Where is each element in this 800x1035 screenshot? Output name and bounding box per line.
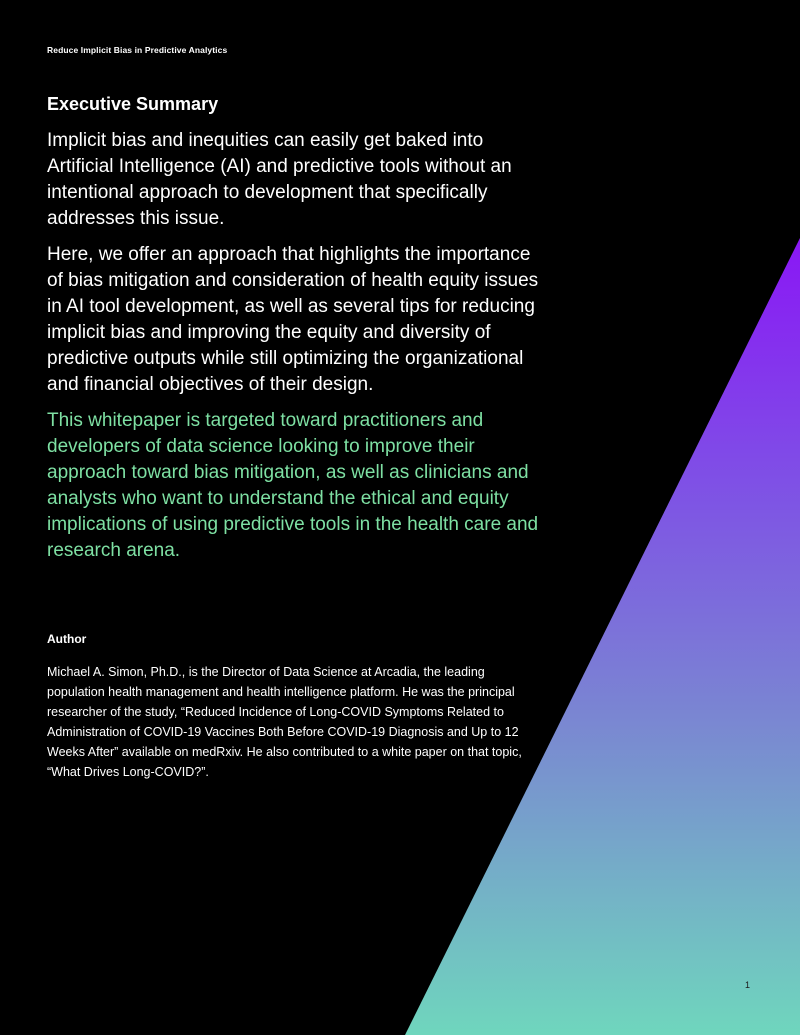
audience-highlight: This whitepaper is targeted toward practitioners and developers of data science looking to improve their approach toward bias mitigation, as well as clinicians and analysts who want to understand the ethical and equity implications of using predictive tools in the health care and research arena.	[47, 410, 539, 561]
summary-paragraph: Here, we offer an approach that highlights the importance of bias mitigation and consideration of health equity issues in AI tool development, as well as several tips for reducing implicit bias and improving the equity and diversity of predictive outputs while still optimizing the organizational and financial objectives of their design.	[47, 244, 539, 395]
executive-summary-section	[47, 92, 547, 574]
section-heading: Executive Summary	[47, 94, 219, 114]
author-bio: Michael A. Simon, Ph.D., is the Director of Data Science at Arcadia, the leading population health management and health intelligence platform. He was the principal researcher of the study, “Reduced Incidence of Long-COVID Symptoms Related to Administration of COVID-19 Vaccines Both Before COVID-19 Diagnosis and Up to 12 Weeks After” available on medRxiv. He also contributed to a white paper on that topic, “What Drives Long-COVID?”.	[47, 665, 522, 779]
author-heading: Author	[47, 632, 87, 646]
running-header: Reduce Implicit Bias in Predictive Analytics	[47, 45, 228, 55]
summary-paragraph: Implicit bias and inequities can easily get baked into Artificial Intelligence (AI) and predictive tools without an intentional approach to development that specifically addresses this issue.	[47, 130, 512, 229]
page-number: 1	[745, 980, 751, 990]
